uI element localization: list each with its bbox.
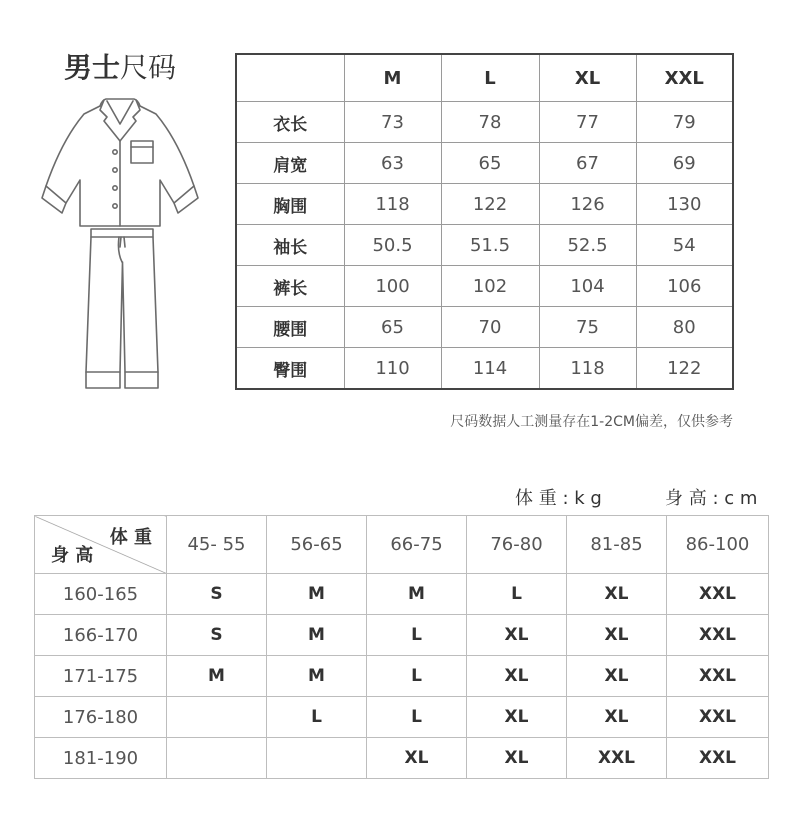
pants-right-cuff [125, 372, 158, 388]
recommended-size: L [467, 574, 567, 615]
recommended-size: XL [567, 656, 667, 697]
measurement-value: 118 [344, 184, 441, 225]
weight-range-header: 66-75 [367, 516, 467, 574]
shirt-neckline [107, 101, 133, 124]
measurement-value: 80 [636, 307, 733, 348]
measurement-value: 100 [344, 266, 441, 307]
recommended-size [167, 697, 267, 738]
height-range-label: 160-165 [35, 574, 167, 615]
shirt-button [113, 204, 117, 208]
measurement-value: 122 [441, 184, 539, 225]
recommended-size: XL [467, 656, 567, 697]
measurement-value: 106 [636, 266, 733, 307]
measurement-value: 77 [539, 102, 636, 143]
weight-unit-label: 体 重 : k g [515, 488, 602, 509]
size-chart-row [236, 143, 733, 184]
recommended-size: XXL [667, 738, 769, 779]
weight-range-header: 76-80 [467, 516, 567, 574]
measurement-label: 腰围 [236, 307, 344, 348]
size-chart-row [236, 184, 733, 225]
measurement-note: 尺码数据人工测量存在1-2CM偏差，仅供参考 [450, 414, 733, 430]
measurement-value: 118 [539, 348, 636, 390]
recommended-size: XL [467, 615, 567, 656]
measurement-value: 51.5 [441, 225, 539, 266]
recommended-size: XL [467, 697, 567, 738]
measurement-label: 衣长 [236, 102, 344, 143]
measurement-label: 肩宽 [236, 143, 344, 184]
measurement-value: 104 [539, 266, 636, 307]
measurement-label: 袖长 [236, 225, 344, 266]
recommendation-row [35, 738, 769, 779]
recommended-size: XXL [667, 615, 769, 656]
recommended-size: L [367, 697, 467, 738]
recommended-size: XL [567, 574, 667, 615]
size-chart-row [236, 266, 733, 307]
size-chart-row [236, 225, 733, 266]
recommendation-row [35, 615, 769, 656]
measurement-value: 63 [344, 143, 441, 184]
recommended-size: XL [367, 738, 467, 779]
recommendation-row [35, 656, 769, 697]
measurement-label: 胸围 [236, 184, 344, 225]
recommended-size: M [267, 574, 367, 615]
measurement-value: 102 [441, 266, 539, 307]
size-chart-corner-cell [236, 54, 344, 102]
height-unit-label: 身 高 : c m [665, 488, 758, 509]
size-chart-row [236, 102, 733, 143]
weight-range-header: 56-65 [267, 516, 367, 574]
size-column-header: XL [539, 54, 636, 102]
recommended-size: L [367, 656, 467, 697]
recommendation-row [35, 574, 769, 615]
recommended-size: S [167, 615, 267, 656]
size-column-header: M [344, 54, 441, 102]
recommended-size: XL [467, 738, 567, 779]
recommendation-row [35, 697, 769, 738]
measurement-value: 114 [441, 348, 539, 390]
pants-legs [86, 237, 158, 372]
weight-range-header: 45- 55 [167, 516, 267, 574]
measurement-value: 54 [636, 225, 733, 266]
shirt-button [113, 150, 117, 154]
measurement-value: 50.5 [344, 225, 441, 266]
recommended-size: XXL [667, 574, 769, 615]
pants-waistband [91, 229, 153, 237]
recommended-size: S [167, 574, 267, 615]
page-title-regular: 尺码 [120, 51, 177, 84]
measurement-value: 122 [636, 348, 733, 390]
recommended-size: XXL [667, 697, 769, 738]
shirt-button [113, 186, 117, 190]
measurement-value: 79 [636, 102, 733, 143]
recommended-size: M [267, 615, 367, 656]
recommended-size: L [267, 697, 367, 738]
size-chart-table [235, 53, 734, 390]
measurement-value: 126 [539, 184, 636, 225]
measurement-value: 65 [441, 143, 539, 184]
measurement-label: 裤长 [236, 266, 344, 307]
recommended-size: L [367, 615, 467, 656]
size-recommendation-table [34, 515, 769, 779]
recommended-size: XL [567, 615, 667, 656]
measurement-value: 67 [539, 143, 636, 184]
shirt-pocket [131, 141, 153, 163]
height-range-label: 176-180 [35, 697, 167, 738]
measurement-label: 臀围 [236, 348, 344, 390]
recommended-size [167, 738, 267, 779]
shirt-icon [42, 99, 198, 226]
recommended-size: M [367, 574, 467, 615]
recommended-size: M [267, 656, 367, 697]
size-chart-header-row [236, 54, 733, 102]
measurement-value: 70 [441, 307, 539, 348]
measurement-value: 65 [344, 307, 441, 348]
height-range-label: 166-170 [35, 615, 167, 656]
recommended-size [267, 738, 367, 779]
pants-drawstring [120, 237, 125, 247]
height-range-label: 171-175 [35, 656, 167, 697]
height-range-label: 181-190 [35, 738, 167, 779]
size-column-header: XXL [636, 54, 733, 102]
recommended-size: M [167, 656, 267, 697]
recommended-size: XL [567, 697, 667, 738]
measurement-value: 73 [344, 102, 441, 143]
recommended-size: XXL [567, 738, 667, 779]
recommendation-corner-cell [35, 516, 167, 574]
recommended-size: XXL [667, 656, 769, 697]
pajama-illustration [0, 0, 230, 400]
weight-range-header: 86-100 [667, 516, 769, 574]
measurement-value: 78 [441, 102, 539, 143]
size-chart-row [236, 348, 733, 390]
measurement-value: 75 [539, 307, 636, 348]
pants-left-cuff [86, 372, 120, 388]
page-title-bold: 男士 [64, 51, 121, 84]
measurement-value: 69 [636, 143, 733, 184]
measurement-value: 110 [344, 348, 441, 390]
corner-weight-label: 体 重 [109, 527, 152, 548]
measurement-value: 130 [636, 184, 733, 225]
measurement-value: 52.5 [539, 225, 636, 266]
recommendation-header-row [35, 516, 769, 574]
pants-icon [86, 229, 158, 388]
shirt-collar-back [100, 99, 140, 106]
weight-range-header: 81-85 [567, 516, 667, 574]
size-chart-row [236, 307, 733, 348]
corner-height-label: 身 高 [51, 545, 94, 566]
size-column-header: L [441, 54, 539, 102]
shirt-button [113, 168, 117, 172]
